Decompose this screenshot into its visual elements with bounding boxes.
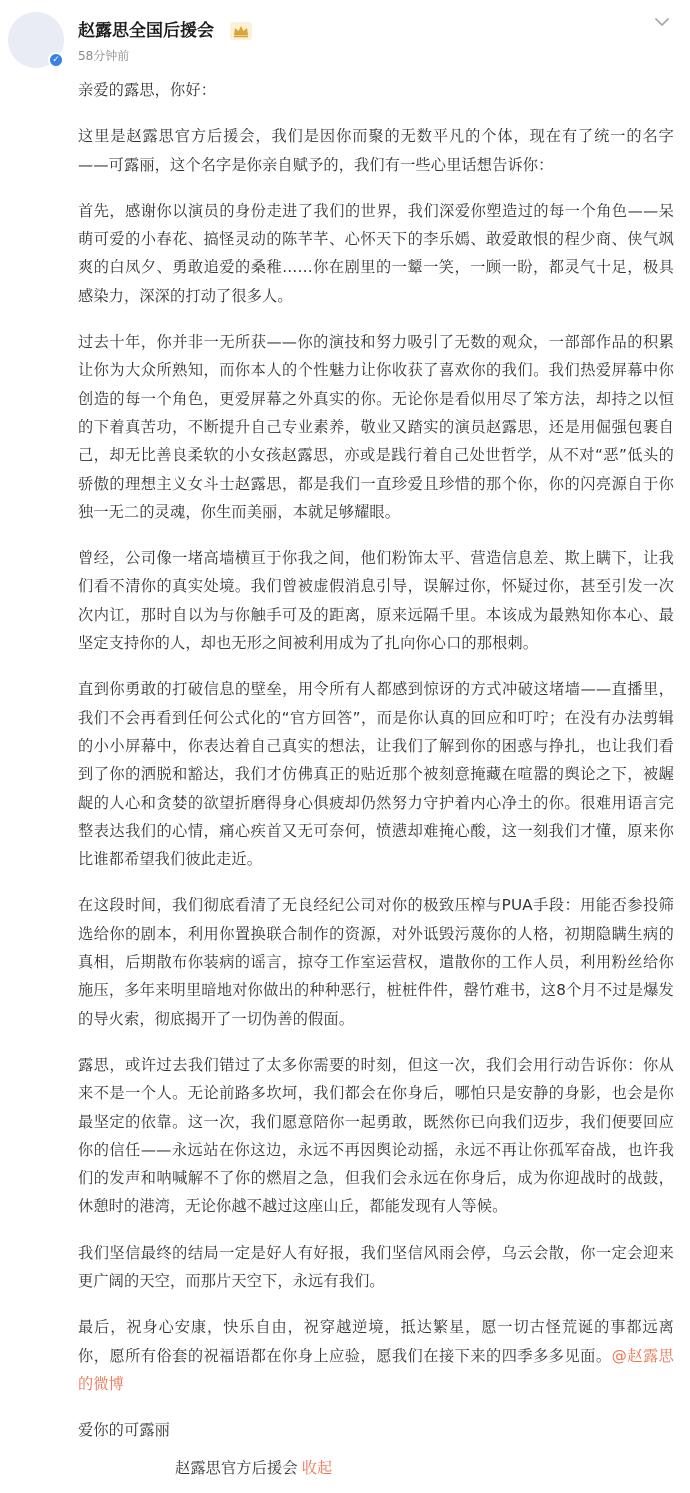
letter-paragraph: 在这段时间，我们彻底看清了无良经纪公司对你的极致压榨与PUA手段：用能否参投筛选给你的剧本，利用你置换联合制作的资源，对外诋毁污蔑你的人格，初期隐瞒生病的真相，后期散布你装病的谣言，掠夺工作室运营权，遣散你的工作人员，利用粉丝给你施压，多年来明里暗地对你做出的种种恶行，桩桩件件，罄竹难书，这8个月不过是爆发的导火索，彻底揭开了一切伪善的假面。 (78, 896, 674, 1028)
letter-greeting: 亲爱的露思，你好： (78, 81, 217, 99)
post-header (0, 0, 690, 70)
chevron-down-icon[interactable] (648, 8, 676, 36)
signature-text: 赵露思官方后援会 (175, 1459, 298, 1478)
letter-paragraph: 首先，感谢你以演员的身份走进了我们的世界，我们深爱你塑造过的每一个角色——呆萌可爱的小春花、搞怪灵动的陈芊芊、心怀天下的李乐嫣、敢爱敢恨的程少商、侠气飒爽的白凤夕、勇敢追爱的桑稚……你在剧里的一颦一笑，一顾一盼，都灵气十足，极具感染力，深深的打动了很多人。 (78, 201, 674, 305)
crown-icon (230, 22, 252, 40)
letter-closing (78, 1313, 674, 1398)
letter-paragraph: 我们坚信最终的结局一定是好人有好报，我们坚信风雨会停，乌云会散，你一定会迎来更广阔的天空，而那片天空下，永远有我们。 (78, 1243, 674, 1290)
collapse-link[interactable]: 收起 (301, 1459, 333, 1478)
letter-paragraph: 这里是赵露思官方后援会，我们是因你而聚的无数平凡的个体，现在有了统一的名字——可露丽，这个名字是你亲自赋予的，我们有一些心里话想告诉你： (78, 127, 674, 174)
post-time: 58分钟前 (78, 49, 130, 63)
verified-badge-icon: ✓ (48, 52, 64, 68)
letter-paragraph: 过去十年，你并非一无所获——你的演技和努力吸引了无数的观众，一部部作品的积累让你为大众所熟知，而你本人的个性魅力让你收获了喜欢你的我们。我们热爱屏幕中你创造的每一个角色，更爱屏幕之外真实的你。无论你是看似用尽了笨方法，却持之以恒的下着真苦功，不断提升自己专业素养，敬业又踏实的演员赵露思，还是用倔强包裹自己，却无比善良柔软的小女孩赵露思，亦或是践行着自己处世哲学，从不对“恶”低头的骄傲的理想主义女斗士赵露思，都是我们一直珍爱且珍惜的那个你，你的闪亮源自于你独一无二的灵魂，你生而美丽，本就足够耀眼。 (78, 333, 674, 521)
post-body (78, 76, 674, 1493)
letter-paragraph: 直到你勇敢的打破信息的壁垒，用令所有人都感到惊讶的方式冲破这堵墙——直播里，我们不会再看到任何公式化的“官方回答”，而是你认真的回应和叮咛；在没有办法剪辑的小小屏幕中，你表达着自己真实的想法，让我们了解到你的困惑与挣扎，也让我们看到了你的洒脱和豁达，我们才仿佛真正的贴近那个被刻意掩藏在喧嚣的舆论之下，被龌龊的人心和贪婪的欲望折磨得身心俱疲却仍然努力守护着内心净土的你。很难用语言完整表达我们的心情，痛心疾首又无可奈何，愤懑却难掩心酸，这一刻我们才懂，原来你比谁都希望我们彼此走近。 (78, 680, 674, 869)
mention-link[interactable]: @赵露思的微博 (78, 1346, 674, 1393)
closing-text: 最后，祝身心安康，快乐自由，祝穿越逆境，抵达繁星，愿一切古怪荒诞的事都远离你，愿所有俗套的祝福语都在你身上应验，愿我们在接下来的四季多多见面。 (78, 1318, 674, 1365)
author-name[interactable]: 赵露思全国后援会 (78, 21, 214, 41)
letter-paragraph: 露思，或许过去我们错过了太多你需要的时刻，但这一次，我们会用行动告诉你：你从来不是一个人。无论前路多坎坷，我们都会在你身后，哪怕只是安静的身影，也会是你最坚定的依靠。这一次，我们愿意陪你一起勇敢，既然你已向我们迈步，我们便要回应你的信任——永远站在你这边，永远不再因舆论动摇，永远不再让你孤军奋战，也许我们的发声和呐喊解不了你的燃眉之急，但我们会永远在你身后，成为你迎战时的战鼓，休憩时的港湾，无论你越不越过这座山丘，都能发现有人等候。 (78, 1055, 674, 1216)
letter-signoff: 爱你的可露丽 (78, 1421, 171, 1440)
letter-signature (78, 1454, 674, 1482)
letter-paragraph: 曾经，公司像一堵高墙横亘于你我之间，他们粉饰太平、营造信息差、欺上瞒下，让我们看不清你的真实处境。我们曾被虚假消息引导，误解过你，怀疑过你，甚至引发一次次内讧，那时自以为与你触手可及的距离，原来远隔千里。本该成为最熟知你本心、最坚定支持你的人，却也无形之间被利用成为了扎向你心口的那根刺。 (78, 549, 674, 653)
